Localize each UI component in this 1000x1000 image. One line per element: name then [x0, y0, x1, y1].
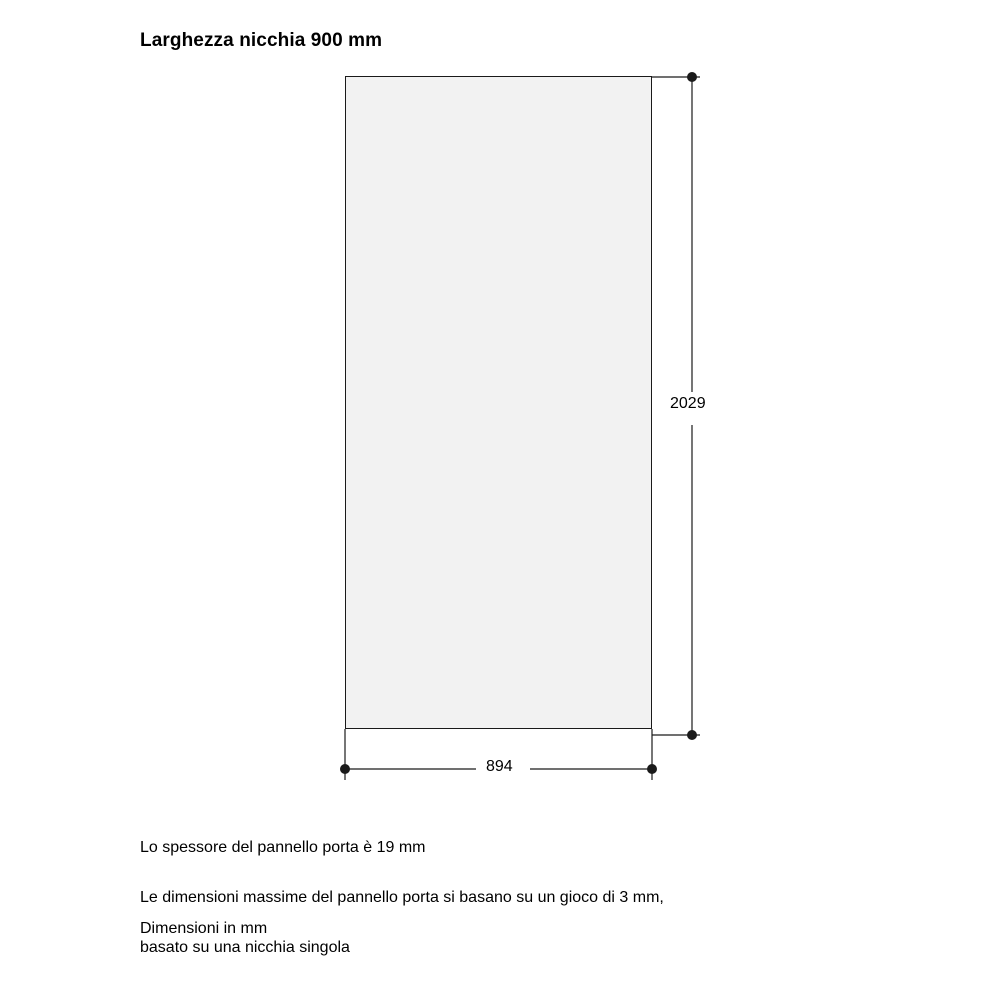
- width-dimension-label: 894: [486, 758, 513, 775]
- page-title: Larghezza nicchia 900 mm: [140, 30, 383, 51]
- dimension-dot-left: [340, 764, 350, 774]
- notes-block: [140, 810, 664, 985]
- note-line-3: basato su una nicchia singola: [140, 939, 350, 956]
- dimension-dot-right: [647, 764, 657, 774]
- dimension-dot-top: [687, 72, 697, 82]
- height-dimension-label: 2029: [670, 395, 706, 412]
- note-line-2: Le dimensioni massime del pannello porta si basano su un gioco di 3 mm,: [140, 889, 664, 906]
- dimension-dot-bottom: [687, 730, 697, 740]
- units-note: Dimensioni in mm: [140, 920, 268, 937]
- note-line-1: Lo spessore del pannello porta è 19 mm: [140, 839, 426, 856]
